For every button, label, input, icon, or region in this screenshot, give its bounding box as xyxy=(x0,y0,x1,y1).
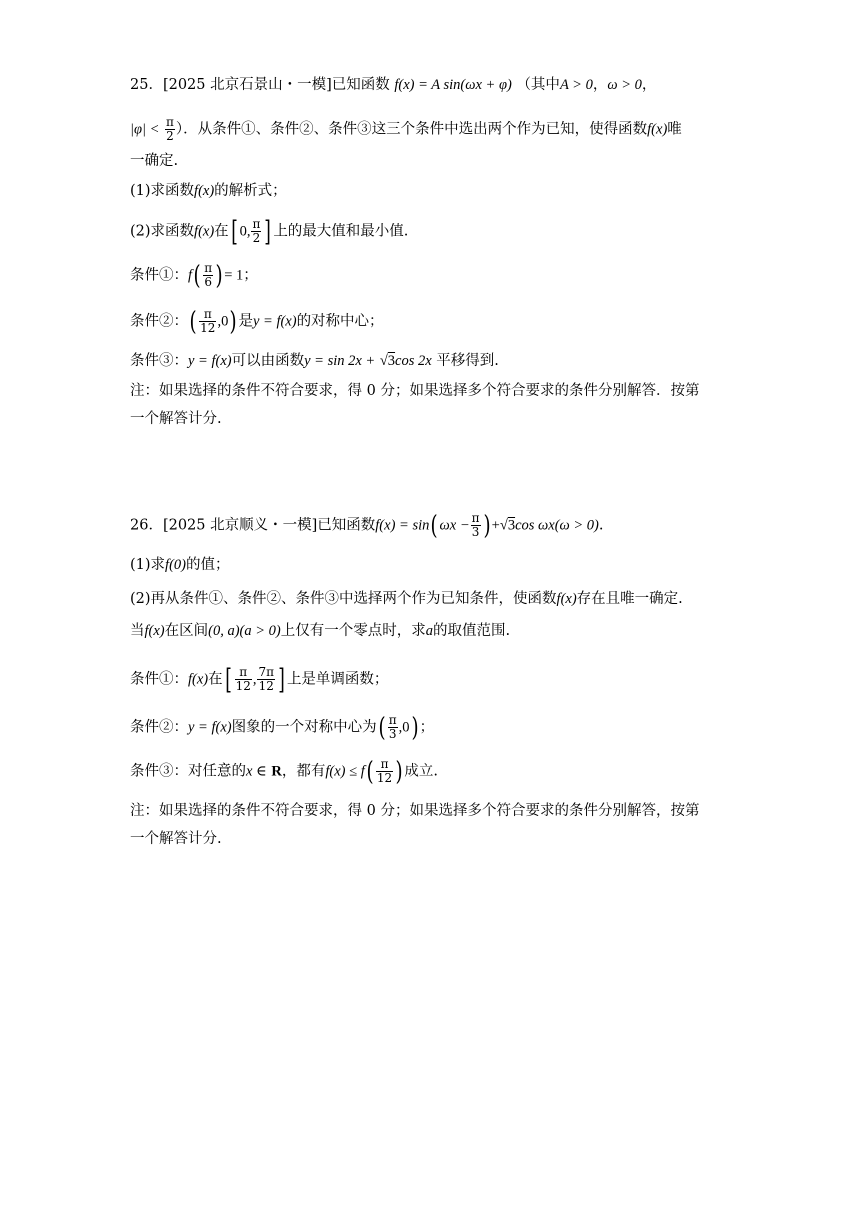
q25-line-1: 25．[2025 北京石景山・一模]已知函数 f(x) = A sin(ωx + φ) （其中A > 0，ω > 0， xyxy=(130,77,657,93)
q26-condition-3: 条件③：对任意的x ∈ R，都有f(x) ≤ f( $\frac{\pi}{12}$ ) 成立. xyxy=(130,756,438,787)
q25-line-2: |φ| < $\frac{\pi}{2}$ ）．从条件①、条件②、条件③这三个条件中选出两个作为已知，使得函数f(x)唯 xyxy=(130,115,682,143)
fraction-pi-over-2: $\frac{\pi}{2}$ xyxy=(166,115,174,143)
q25-note-line-2: 一个解答计分. xyxy=(130,411,222,427)
q26-condition-2: 条件②：y = f(x)图象的一个对称中心为( $\frac{\pi}{3}$ ,0) ； xyxy=(130,712,435,743)
question-source: [2025 北京石景山・一模] xyxy=(162,77,332,93)
q25-part-2: (2)求函数f(x)在[ 0, $\frac{\pi}{2}$ ] 上的最大值和最小值. xyxy=(130,214,409,248)
question-number: 26． xyxy=(130,517,163,534)
q25-condition-1: 条件①：f( $\frac{\pi}{6}$ ) = 1； xyxy=(130,260,258,291)
q26-line-1: 26．[2025 北京顺义・一模]已知函数f(x) = sin( ωx − $\frac{\pi}{3}$ ) +√3cos ωx(ω > 0). xyxy=(130,510,604,541)
question-number: 25． xyxy=(130,77,163,93)
q26-part-2-line-2: 当f(x)在区间(0, a)(a > 0)上仅有一个零点时，求a的取值范围. xyxy=(130,623,511,639)
q25-part-1: (1)求函数f(x)的解析式； xyxy=(130,183,287,199)
question-source: [2025 北京顺义・一模] xyxy=(162,517,318,534)
q25-line-3: 一确定. xyxy=(130,153,179,169)
q26-condition-1: 条件①：f(x)在[ $\frac{\pi}{12}$ , $\frac{7\pi}{12}$ ] 上是单调函数； xyxy=(130,662,389,696)
q26-note-line-1: 注：如果选择的条件不符合要求，得 0 分；如果选择多个符合要求的条件分别解答，按第 xyxy=(130,803,700,819)
q25-condition-2: 条件②：( $\frac{\pi}{12}$ ,0) 是y = f(x)的对称中心； xyxy=(130,306,384,337)
q26-part-1: (1)求f(0)的值； xyxy=(130,557,230,573)
q26-note-line-2: 一个解答计分. xyxy=(130,831,222,847)
function-expression: f(x) = A sin(ωx + φ) xyxy=(394,77,512,93)
q25-note-line-1: 注：如果选择的条件不符合要求，得 0 分；如果选择多个符合要求的条件分别解答．按第 xyxy=(130,383,700,399)
q25-condition-3: 条件③：y = f(x)可以由函数y = sin 2x + √3cos 2x 平移得到. xyxy=(130,353,499,369)
q26-part-2-line-1: (2)再从条件①、条件②、条件③中选择两个作为已知条件，使函数f(x)存在且唯一确定. xyxy=(130,591,683,607)
